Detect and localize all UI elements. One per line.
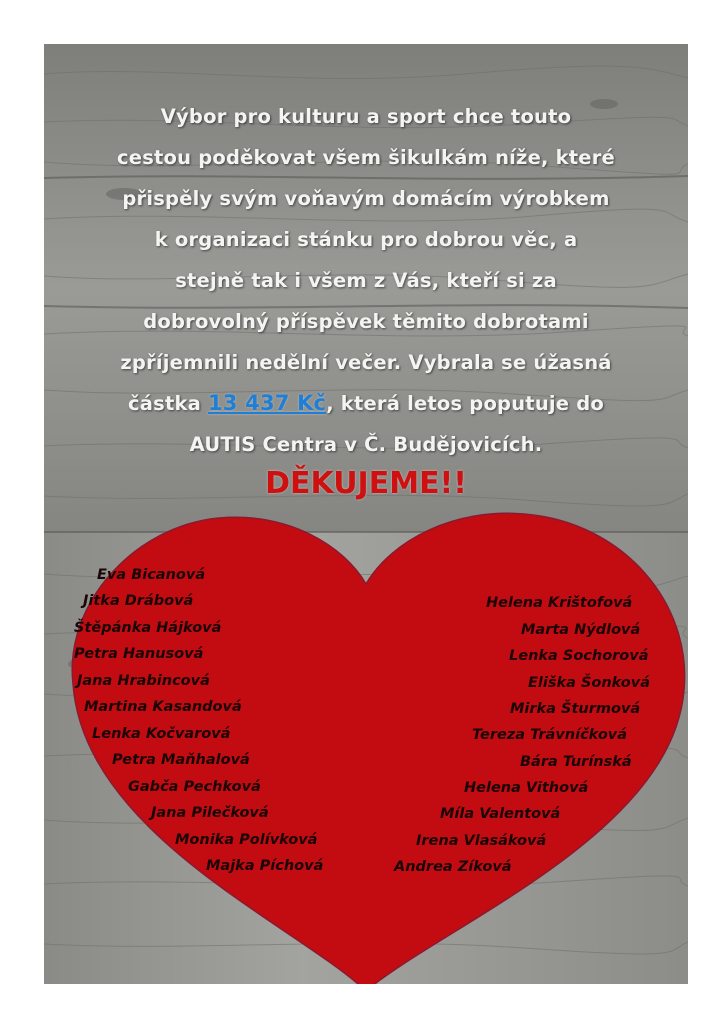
message-line-4: k organizaci stánku pro dobrou věc, a <box>154 228 578 251</box>
name-left-4: Petra Hanusová <box>74 646 204 662</box>
name-left-8: Petra Maňhalová <box>112 752 250 768</box>
name-right-8: Helena Vithová <box>464 780 589 796</box>
message-line-8-before: částka <box>128 392 201 415</box>
name-left-7: Lenka Kočvarová <box>92 726 231 742</box>
name-left-3: Štěpánka Hájková <box>74 620 222 636</box>
name-left-2: Jitka Drábová <box>83 593 194 609</box>
poster <box>44 44 688 984</box>
name-right-5: Mirka Šturmová <box>510 701 641 717</box>
name-left-12: Majka Píchová <box>206 858 324 874</box>
thank-you-message <box>64 96 668 465</box>
message-line-3: přispěly svým voňavým domácím výrobkem <box>122 187 610 210</box>
message-line-1: Výbor pro kulturu a sport chce touto <box>160 105 572 128</box>
donation-amount: 13 437 Kč <box>208 391 327 415</box>
message-line-5: stejně tak i všem z Vás, kteří si za <box>175 269 557 292</box>
thanks-heading: DĚKUJEME!! <box>265 466 467 501</box>
message-line-7: zpříjemnili nedělní večer. Vybrala se úžasná <box>120 351 612 374</box>
message-line-6: dobrovolný příspěvek těmito dobrotami <box>143 310 589 333</box>
name-left-6: Martina Kasandová <box>84 699 242 715</box>
name-right-7: Bára Turínská <box>520 754 632 770</box>
name-right-10: Irena Vlasáková <box>416 833 547 849</box>
name-right-4: Eliška Šonková <box>528 675 651 691</box>
name-left-1: Eva Bicanová <box>97 567 206 583</box>
message-line-9: AUTIS Centra v Č. Budějovicích. <box>189 433 543 456</box>
name-right-1: Helena Krištofová <box>486 595 633 611</box>
name-right-11: Andrea Zíková <box>394 859 512 875</box>
name-left-5: Jana Hrabincová <box>77 673 210 689</box>
name-left-9: Gabča Pechková <box>128 779 261 795</box>
message-line-8-after: , která letos poputuje do <box>326 392 604 415</box>
name-left-10: Jana Pilečková <box>151 805 269 821</box>
name-left-11: Monika Polívková <box>175 832 318 848</box>
name-right-2: Marta Nýdlová <box>521 622 641 638</box>
message-line-2: cestou poděkovat všem šikulkám níže, které <box>117 146 615 169</box>
name-right-3: Lenka Sochorová <box>509 648 649 664</box>
name-right-6: Tereza Trávníčková <box>472 727 628 743</box>
name-right-9: Míla Valentová <box>440 806 561 822</box>
